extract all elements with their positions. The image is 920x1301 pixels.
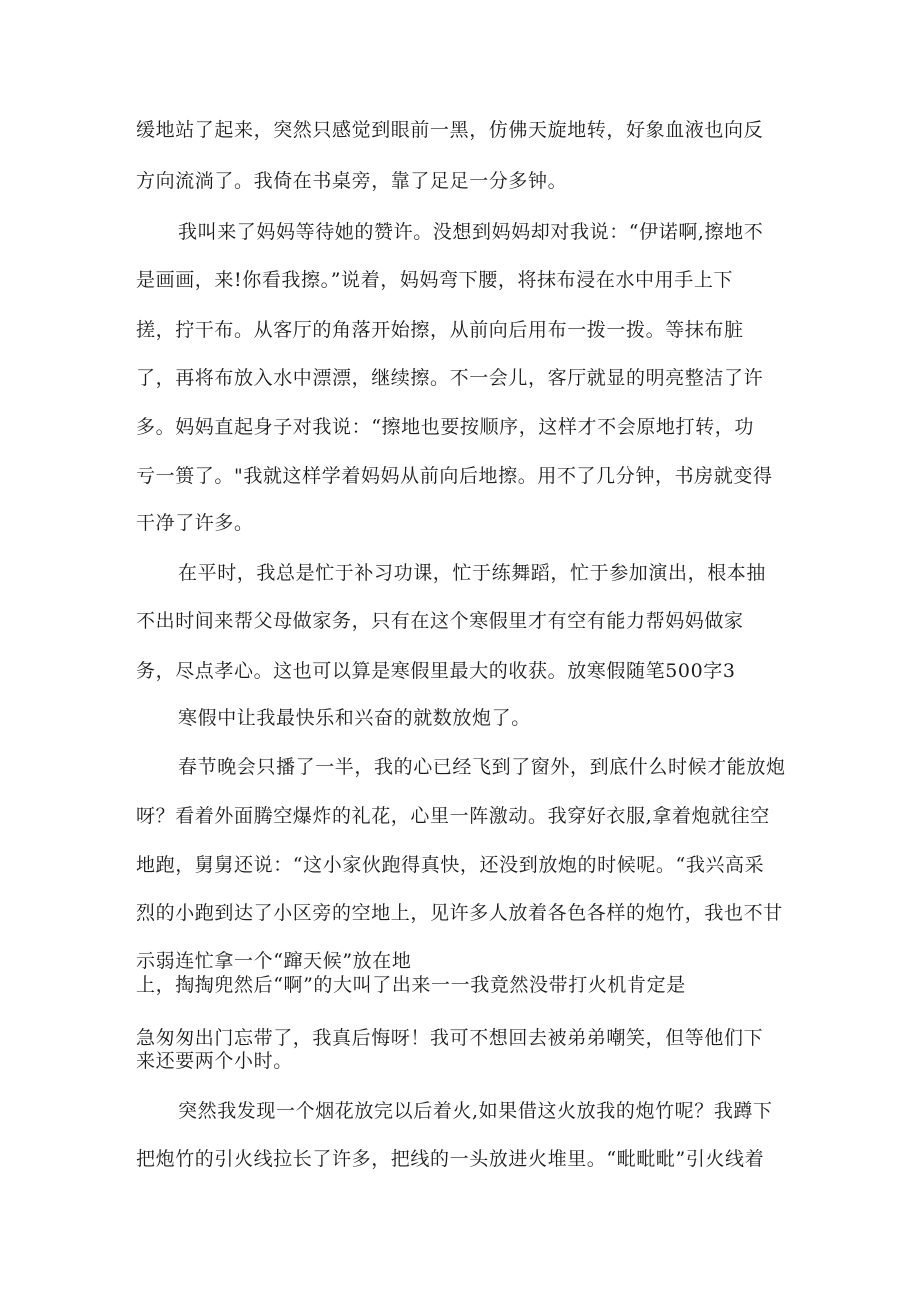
text-line: 亏一篑了。"我就这样学着妈妈从前向后地擦。用不了几分钟，书房就变得 bbox=[136, 465, 773, 487]
text-line: 急匆匆出门忘带了，我真后悔呀！我可不想回去被弟弟嘲笑，但等他们下 bbox=[136, 1027, 764, 1049]
text-line: 搓，拧干布。从客厅的角落开始擦，从前向后用布一拨一拨。等抹布脏 bbox=[136, 319, 744, 341]
text-line: 示弱连忙拿一个“蹿天候”放在地 bbox=[136, 950, 412, 972]
text-line: 务，尽点孝心。这也可以算是寒假里最大的收获。放寒假随笔500字3 bbox=[136, 660, 736, 682]
text-line: 把炮竹的引火线拉长了许多，把线的一头放进火堆里。“毗毗毗”引火线着 bbox=[136, 1148, 765, 1170]
text-line: 上，掏掏兜然后“啊”的大叫了出来一一我竟然没带打火机肯定是 bbox=[136, 974, 686, 996]
paragraph-start-line: 在平时，我总是忙于补习功课，忙于练舞蹈，忙于参加演出，根本抽 bbox=[178, 562, 767, 584]
text-line: 不出时间来帮父母做家务，只有在这个寒假里才有空有能力帮妈妈做家 bbox=[136, 610, 744, 632]
text-line: 烈的小跑到达了小区旁的空地上，见许多人放着各色各样的炮竹，我也不甘 bbox=[136, 902, 783, 924]
text-line: 是画画，来!你看我擦。”说着，妈妈弯下腰，将抹布浸在水中用手上下 bbox=[136, 269, 734, 291]
text-line: 缓地站了起来，突然只感觉到眼前一黑，仿佛天旋地转，好象血液也向反 bbox=[136, 119, 764, 141]
text-line: 地跑，舅舅还说：“这小家伙跑得真快，还没到放炮的时候呢。“我兴高采 bbox=[136, 854, 765, 876]
paragraph-start-line: 突然我发现一个烟花放完以后着火,如果借这火放我的炮竹呢？我蹲下 bbox=[178, 1100, 773, 1122]
text-line: 多。妈妈直起身子对我说：“擦地也要按顺序，这样才不会原地打转，功 bbox=[136, 416, 754, 438]
text-line: 了，再将布放入水中漂漂，继续擦。不一会儿，客厅就显的明亮整洁了许 bbox=[136, 367, 764, 389]
paragraph-start-line: 寒假中让我最快乐和兴奋的就数放炮了。 bbox=[178, 707, 531, 729]
paragraph-start-line: 我叫来了妈妈等待她的赞许。没想到妈妈却对我说：“伊诺啊,擦地不 bbox=[178, 221, 764, 243]
text-line: 方向流淌了。我倚在书桌旁，靠了足足一分多钟。 bbox=[136, 170, 568, 192]
text-line: 来还要两个小时。 bbox=[136, 1050, 293, 1072]
text-line: 呀？看着外面腾空爆炸的礼花，心里一阵激动。我穿好衣服,拿着炮就往空 bbox=[136, 805, 770, 827]
paragraph-start-line: 春节晚会只播了一半，我的心已经飞到了窗外，到底什么时候才能放炮 bbox=[178, 756, 786, 778]
text-line: 干净了许多。 bbox=[136, 512, 254, 534]
